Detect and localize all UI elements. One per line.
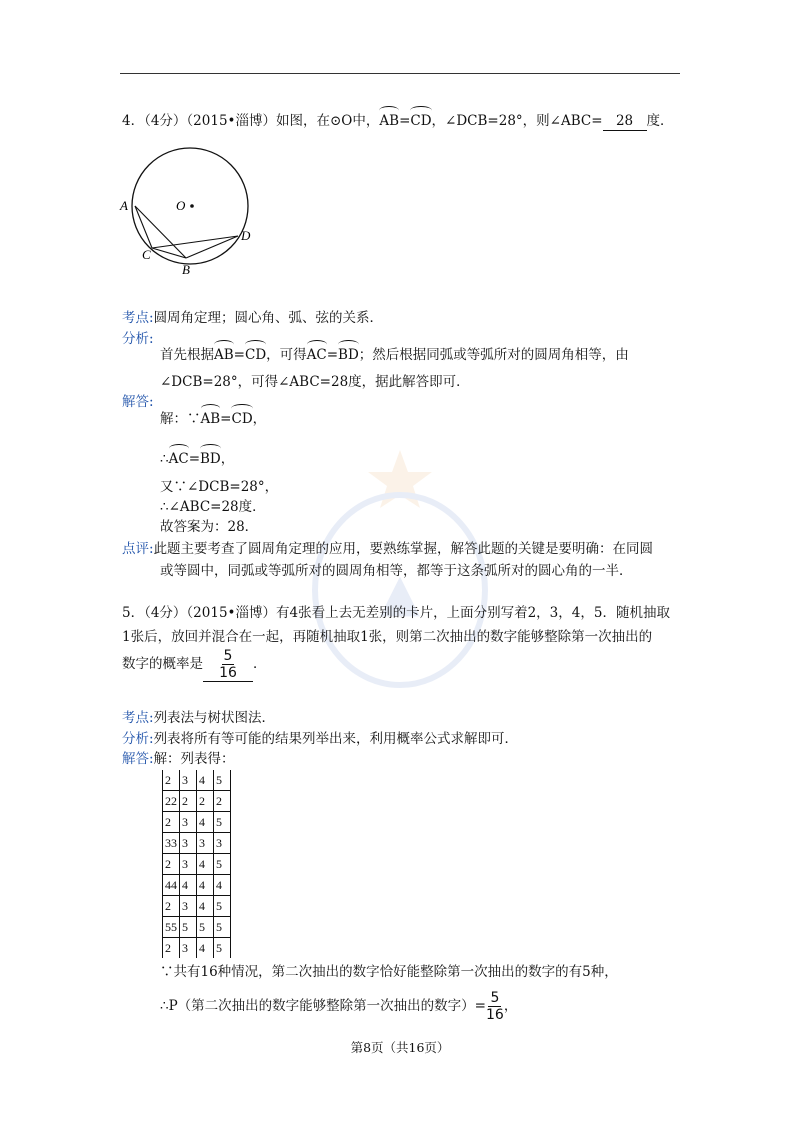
q5-conclusion-2 — [160, 990, 517, 1023]
q4-fenxi-line1: 首先根据AB=CD，可得AC=BD；然后根据同弧或等弧所对的圆周角相等，由 — [160, 343, 629, 364]
q5-fenxi — [122, 730, 518, 748]
q4-jieda-line3: 又∵∠DCB=28°， — [160, 479, 279, 495]
label-d: D — [241, 228, 251, 243]
arc-ab: AB — [379, 109, 399, 130]
table-cell: 4 — [197, 812, 214, 833]
table-cell: 2 — [197, 791, 214, 812]
header-rule — [120, 73, 680, 74]
outcome-table — [162, 770, 231, 958]
jieda-text: 解：列表得： — [153, 751, 235, 767]
table-cell: 3 — [180, 812, 197, 833]
table-cell: 44 — [163, 875, 180, 896]
label-b: B — [182, 262, 190, 277]
table-cell: 4 — [214, 875, 231, 896]
q5-line3 — [122, 648, 267, 682]
q4-question — [122, 109, 674, 131]
table-cell: 33 — [163, 833, 180, 854]
q4-mid: ，∠DCB=28°，则∠ABC= — [431, 113, 603, 129]
table-cell: 5 — [197, 917, 214, 938]
table-cell: 4 — [197, 896, 214, 917]
table-row — [163, 812, 231, 833]
circle-figure — [110, 145, 270, 280]
table-cell: 5 — [214, 917, 231, 938]
q4-dianping-line1 — [122, 540, 653, 558]
table-row — [163, 791, 231, 812]
table-cell: 3 — [180, 770, 197, 791]
table-cell: 2 — [163, 938, 180, 959]
table-cell: 2 — [163, 854, 180, 875]
q5-line2: 1张后，放回并混合在一起，再随机抽取1张，则第二次抽出的数字能够整除第一次抽出的 — [122, 629, 653, 645]
fenxi-text-c: ；然后根据同弧或等弧所对的圆周角相等，由 — [358, 347, 629, 363]
q4-dianping-line2: 或等圆中，同弧或等弧所对的圆周角相等，都等于这条弧所对的圆心角的一半． — [160, 563, 633, 579]
q5-line1: 5．（4分）（2015•淄博）有4张看上去无差别的卡片，上面分别写着2，3，4，5．随机抽取 — [122, 605, 670, 621]
kaodian-label: 考点: — [122, 710, 154, 726]
arc-ac: AC — [169, 447, 189, 468]
table-cell: 5 — [214, 938, 231, 959]
q5-conclusion-1: ∵共有16种情况，第二次抽出的数字恰好能整除第一次抽出的数字的有5种， — [160, 964, 618, 980]
kaodian-text: 列表法与树状图法． — [153, 710, 276, 726]
table-cell: 3 — [197, 833, 214, 854]
table-cell: 3 — [180, 854, 197, 875]
q4-jieda-line2: ∴AC=BD， — [160, 447, 234, 468]
table-cell: 5 — [214, 770, 231, 791]
prob-end: ， — [503, 998, 518, 1014]
arc-ab: AB — [214, 343, 234, 364]
table-cell: 3 — [180, 896, 197, 917]
table-cell: 5 — [214, 812, 231, 833]
page-footer: 第8页（共16页） — [350, 1040, 450, 1055]
arc-ab: AB — [201, 407, 221, 428]
jieda-label: 解答: — [122, 751, 154, 767]
q4-fenxi-label: 分析: — [122, 331, 154, 347]
jieda-end: ， — [252, 411, 267, 427]
label-c: C — [142, 247, 151, 262]
table-cell: 22 — [163, 791, 180, 812]
table-cell: 5 — [214, 896, 231, 917]
svg-text:▲: ▲ — [380, 563, 420, 623]
q4-jieda-label: 解答: — [122, 394, 154, 410]
arc-cd: CD — [231, 407, 252, 428]
q4-answer: 28 — [603, 112, 647, 131]
arc-bd: BD — [338, 343, 359, 364]
q5-answer-num: 5 — [223, 648, 233, 664]
table-cell: 55 — [163, 917, 180, 938]
q4-jieda-line1: 解：∵AB=CD， — [160, 407, 266, 428]
table-cell: 4 — [197, 854, 214, 875]
table-cell: 3 — [180, 833, 197, 854]
kaodian-text: 圆周角定理；圆心角、弧、弦的关系． — [153, 310, 384, 326]
therefore-symbol: ∴ — [160, 451, 169, 467]
dianping-text: 此题主要考查了圆周角定理的应用，要熟练掌握，解答此题的关键是要明确：在同圆 — [153, 541, 654, 557]
fenxi-text-a: 首先根据 — [160, 347, 214, 363]
q4-end: 度． — [646, 113, 674, 129]
table-row — [163, 854, 231, 875]
table-cell: 4 — [197, 938, 214, 959]
q4-fenxi-line2: ∠DCB=28°，可得∠ABC=28度，据此解答即可． — [160, 374, 470, 390]
table-cell: 2 — [163, 812, 180, 833]
table-cell: 2 — [214, 791, 231, 812]
jieda-prefix: 解：∵ — [160, 411, 201, 427]
label-a: A — [120, 198, 128, 213]
q4-jieda-line5: 故答案为：28． — [160, 519, 259, 535]
table-cell: 3 — [214, 833, 231, 854]
fenxi-text: 列表将所有等可能的结果列举出来，利用概率公式求解即可． — [153, 731, 519, 747]
q5-line3-end: ． — [253, 656, 267, 672]
label-o: O — [176, 198, 186, 213]
table-cell: 2 — [180, 791, 197, 812]
fenxi-label: 分析: — [122, 731, 154, 747]
center-dot — [190, 204, 194, 208]
probability-expression: ∴P（第二次抽出的数字能够整除第一次抽出的数字）= — [160, 998, 486, 1014]
q5-jieda — [122, 750, 235, 768]
table-cell: 5 — [180, 917, 197, 938]
q4-kaodian — [122, 309, 383, 327]
table-cell: 4 — [197, 875, 214, 896]
q5-kaodian — [122, 709, 275, 727]
table-cell: 2 — [163, 896, 180, 917]
table-row — [163, 917, 231, 938]
table-cell: 4 — [180, 875, 197, 896]
table-cell: 3 — [180, 938, 197, 959]
table-cell: 5 — [214, 854, 231, 875]
table-cell: 2 — [163, 770, 180, 791]
prob-num: 5 — [490, 990, 500, 1006]
table-cell: 4 — [197, 770, 214, 791]
arc-cd: CD — [410, 109, 431, 130]
table-row — [163, 938, 231, 959]
q5-answer — [203, 648, 253, 682]
jieda-end: ， — [220, 451, 235, 467]
table-row — [163, 896, 231, 917]
q4-eq: = — [399, 113, 411, 129]
q5-line3-text: 数字的概率是 — [122, 656, 203, 672]
table-row — [163, 770, 231, 791]
arc-bd: BD — [200, 447, 221, 468]
q4-prefix: 4．（4分）（2015•淄博）如图，在⊙O中， — [122, 113, 380, 129]
table-row — [163, 833, 231, 854]
arc-cd: CD — [245, 343, 266, 364]
table-row — [163, 875, 231, 896]
kaodian-label: 考点: — [122, 310, 154, 326]
q4-jieda-line4: ∴∠ABC=28度． — [160, 499, 266, 515]
fenxi-text-b: ，可得 — [266, 347, 307, 363]
q5-answer-den: 16 — [219, 665, 237, 681]
dianping-label: 点评: — [122, 541, 154, 557]
prob-den: 16 — [485, 1007, 504, 1023]
arc-ac: AC — [307, 343, 327, 364]
